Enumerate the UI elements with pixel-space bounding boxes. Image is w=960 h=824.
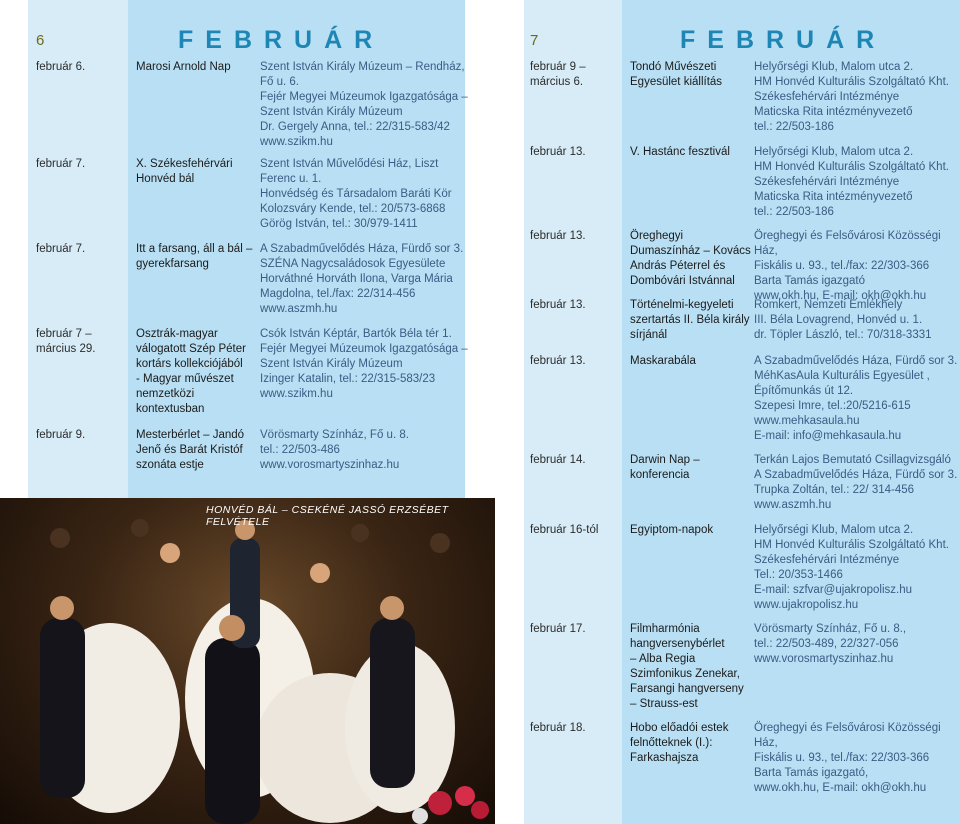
event-date: február 13. — [530, 230, 586, 242]
event-info: Csók István Képtár, Bartók Béla tér 1. Fejér Megyei Múzeumok Igazgatósága – Szent István Király Múzeum Izinger Katalin, tel.: 22/315-583/23 www.szikm.hu — [260, 328, 468, 400]
date-column-band — [524, 0, 622, 824]
event-info: A Szabadművelődés Háza, Fürdő sor 3. SZÉNA Nagycsaládosok Egyesülete Horváthné Horváth Ilona, Varga Mária Magdolna, tel./fax: 22/314-456 www.aszmh.hu — [260, 243, 464, 315]
ball-photo — [0, 498, 495, 824]
event-date: február 14. — [530, 454, 586, 466]
event-title: V. Hastánc fesztivál — [630, 146, 730, 158]
event-date: február 6. — [36, 61, 86, 73]
event-title: Osztrák-magyar válogatott Szép Péter kortárs kollekciójából - Magyar művészet nemzetközi kontextusban — [136, 328, 246, 415]
event-date: február 9 – március 6. — [530, 61, 586, 88]
event-date: február 7. — [36, 243, 86, 255]
page-number: 7 — [530, 32, 539, 49]
event-date: február 7 – március 29. — [36, 328, 96, 355]
event-info: Vörösmarty Színház, Fő u. 8. tel.: 22/503-486 www.vorosmartyszinhaz.hu — [260, 429, 409, 471]
event-date: február 17. — [530, 623, 586, 635]
event-info: A Szabadművelődés Háza, Fürdő sor 3. MéhKasAula Kulturális Egyesület , Építőmunkás út 12. Szepesi Imre, tel.:20/5216-615 www.mehkasaula.hu E-mail: info@mehkasaula.hu — [754, 355, 958, 442]
month-heading: FEBRUÁR — [178, 26, 385, 54]
event-title: Történelmi-kegyeleti szertartás II. Béla király sírjánál — [630, 299, 750, 341]
event-title: Itt a farsang, áll a bál – gyerekfarsang — [136, 243, 253, 270]
right-page — [480, 0, 960, 824]
event-info: Terkán Lajos Bemutató Csillagvizsgáló A Szabadművelődés Háza, Fürdő sor 3. Trupka Zoltán, tel.: 22/ 314-456 www.aszmh.hu — [754, 454, 958, 511]
event-info: Szent István Király Múzeum – Rendház, Fő u. 6. Fejér Megyei Múzeumok Igazgatósága – Szent István Király Múzeum Dr. Gergely Anna, tel.: 22/315-583/42 www.szikm.hu — [260, 61, 468, 148]
event-title: Egyiptom-napok — [630, 524, 714, 536]
event-title: Darwin Nap – konferencia — [630, 454, 700, 481]
event-info: Öreghegyi és Felsővárosi Közösségi Ház, Fiskális u. 93., tel./fax: 22/303-366 Barta Tamás igazgató, www.okh.hu, E-mail: okh@okh.hu — [754, 722, 941, 794]
event-title: X. Székesfehérvári Honvéd bál — [136, 158, 233, 185]
event-info: Helyőrségi Klub, Malom utca 2. HM Honvéd Kulturális Szolgáltató Kht. Székesfehérvári Intézménye Tel.: 20/353-1466 E-mail: szfvar@ujakropolisz.hu www.ujakropolisz.hu — [754, 524, 949, 611]
ball-photo-illustration — [0, 498, 495, 824]
event-info: Helyőrségi Klub, Malom utca 2. HM Honvéd Kulturális Szolgáltató Kht. Székesfehérvári Intézménye Maticska Rita intézményvezető tel.: 22/503-186 — [754, 146, 949, 218]
event-title: Filmharmónia hangversenybérlet – Alba Regia Szimfonikus Zenekar, Farsangi hangverseny – Strauss-est — [630, 623, 744, 710]
month-heading: FEBRUÁR — [680, 26, 887, 54]
event-date: február 13. — [530, 299, 586, 311]
event-info: Öreghegyi és Felsővárosi Közösségi Ház, Fiskális u. 93., tel./fax: 22/303-366 Barta Tamás igazgató www.okh.hu, E-mail: okh@okh.hu — [754, 230, 941, 302]
event-date: február 13. — [530, 355, 586, 367]
photo-caption: HONVÉD BÁL – CSEKÉNÉ JASSÓ ERZSÉBET FELVÉTELE — [206, 504, 449, 528]
event-date: február 7. — [36, 158, 86, 170]
event-title: Marosi Arnold Nap — [136, 61, 231, 73]
event-info: Romkert, Nemzeti Emlékhely III. Béla Lovagrend, Honvéd u. 1. dr. Töpler László, tel.: 70/318-3331 — [754, 299, 932, 341]
event-title: Öreghegyi Dumaszínház – Kovács András Péterrel és Dombóvári Istvánnal — [630, 230, 751, 287]
event-title: Hobo előadói estek felnőtteknek (I.): Farkashajsza — [630, 722, 729, 764]
event-date: február 16-tól — [530, 524, 599, 536]
event-date: február 13. — [530, 146, 586, 158]
event-title: Mesterbérlet – Jandó Jenő és Barát Kristóf szonáta estje — [136, 429, 245, 471]
event-date: február 9. — [36, 429, 86, 441]
event-title: Tondó Művészeti Egyesület kiállítás — [630, 61, 723, 88]
event-info: Szent István Művelődési Ház, Liszt Ferenc u. 1. Honvédség és Társadalom Baráti Kör Kolozsváry Kende, tel.: 20/573-6868 Görög István, tel.: 30/979-1411 — [260, 158, 452, 230]
event-info: Vörösmarty Színház, Fő u. 8., tel.: 22/503-489, 22/327-056 www.vorosmartyszinhaz.hu — [754, 623, 907, 665]
page-number: 6 — [36, 32, 45, 49]
event-info: Helyőrségi Klub, Malom utca 2. HM Honvéd Kulturális Szolgáltató Kht. Székesfehérvári Intézménye Maticska Rita intézményvezető tel.: 22/503-186 — [754, 61, 949, 133]
event-date: február 18. — [530, 722, 586, 734]
event-title: Maskarabála — [630, 355, 696, 367]
